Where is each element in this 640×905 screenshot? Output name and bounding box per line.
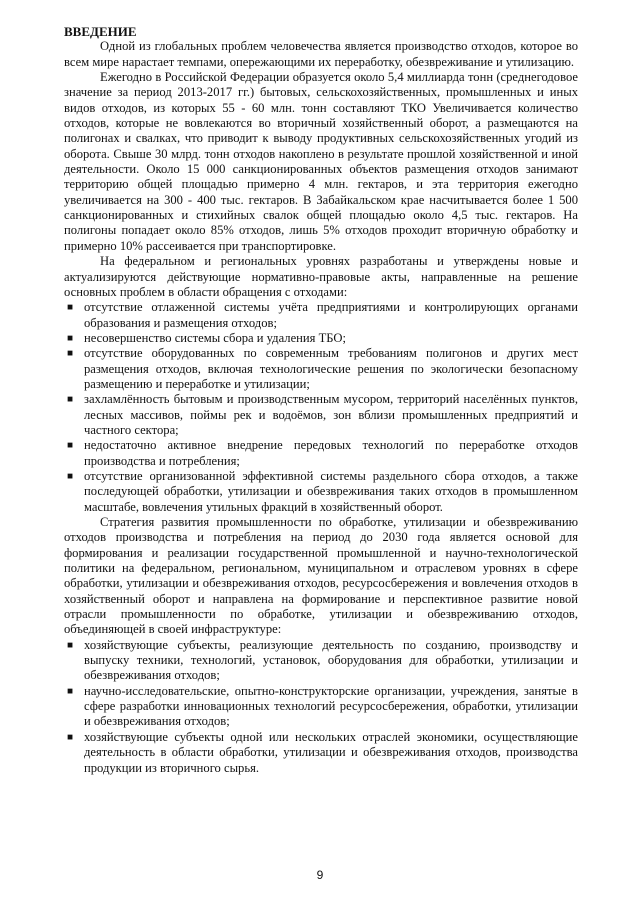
list-item xyxy=(64,438,578,469)
list-item-text: недостаточно активное внедрение передовых технологий по переработке отходов производства и потребления; xyxy=(84,438,578,468)
paragraph-intro: Одной из глобальных проблем человечества является производство отходов, которое во всем мире нарастает темпами, опережающими их переработку, обезвреживание и утилизацию. xyxy=(64,39,578,69)
bullet-icon: ■ xyxy=(67,639,74,651)
paragraph-statistics: Ежегодно в Российской Федерации образуется около 5,4 миллиарда тонн (среднегодовое значение за период 2013-2017 гг.) бытовых, сельскохозяйственных, промышленных и иных видов отходов, из которых 55 - 60 млн. тонн составляют ТКО Увеличивается количество отходов, которые не вовлекаются во вторичный хозяйственный оборот, а размещаются на полигонах и свалках, что приводит к выводу продуктивных сельскохозяйственных угодий из оборота. Свыше 30 млрд. тонн отходов накоплено в результате прошлой хозяйственной и иной деятельности. Около 15 000 санкционированных объектов размещения отходов занимают территорию общей площадью примерно 4 млн. гектаров, и эта территория ежегодно увеличивается на 300 - 400 тыс. гектаров. В Забайкальском крае насчитывается более 1 500 санкционированных и стихийных свалок общей площадью около 4,5 тыс. гектаров. На полигоны попадает около 85% отходов, лишь 5% отходов проходит вторичную обработку и примерно 10% рассеивается при транспортировке. xyxy=(64,70,578,253)
list-item xyxy=(64,392,578,438)
bullet-icon: ■ xyxy=(67,348,74,360)
list-item-text: научно-исследовательские, опытно-конструкторские организации, учреждения, занятые в сфере разработки инновационных технологий ресурсосбережения, обработки, утилизации и обезвреживания отходов; xyxy=(84,683,578,729)
bullet-icon: ■ xyxy=(67,394,74,406)
list-item-text: отсутствие организованной эффективной системы раздельного сбора отходов, а также последующей обработки, утилизации и обезвреживания таких отходов в промышленном масштабе, вовлечения утильных фракций в хозяйственный оборот. xyxy=(84,468,578,514)
page-number: 9 xyxy=(316,868,324,882)
infrastructure-list xyxy=(64,638,578,776)
list-item xyxy=(64,469,578,515)
list-item-text: несовершенство системы сбора и удаления ТБО; xyxy=(84,330,347,345)
bullet-icon: ■ xyxy=(67,440,74,452)
paragraph-strategy: Стратегия развития промышленности по обработке, утилизации и обезвреживанию отходов производства и потребления на период до 2030 года является основой для формирования и реализации государственной промышленной и научно-технологической политики на федеральном, региональном, муниципальном и отраслевом уровнях в сфере обработки, утилизации и обезвреживания отходов, ресурсосбережения и вовлечения отходов в хозяйственный оборот и направлена на формирование и перспективное развитие новой отрасли промышленности по обработке, утилизации и обезвреживанию отходов, объединяющей в своей инфраструктуре: xyxy=(64,515,578,637)
bullet-icon: ■ xyxy=(67,731,74,743)
list-item xyxy=(64,331,578,346)
list-item-text: захламлённость бытовым и производственным мусором, территорий населённых пунктов, лесных массивов, поймы рек и водоёмов, зон вблизи промышленных предприятий и частного сектора; xyxy=(84,392,578,437)
list-item-text: хозяйствующие субъекты, реализующие деятельность по созданию, производству и выпуску техники, технологий, установок, оборудования для обработки, утилизации и обезвреживания отходов; xyxy=(84,637,578,683)
list-item xyxy=(64,346,578,392)
list-item xyxy=(64,730,578,776)
bullet-icon: ■ xyxy=(67,302,74,314)
list-item xyxy=(64,638,578,684)
bullet-icon: ■ xyxy=(67,685,74,697)
paragraph-legislation: На федеральном и региональных уровнях разработаны и утверждены новые и актуализируются действующие нормативно-правовые акты, направленные на решение основных проблем в области обращения с отходами: xyxy=(64,254,578,299)
list-item-text: отсутствие отлаженной системы учёта предприятиями и контролирующих органами образования и размещения отходов; xyxy=(84,300,578,330)
section-heading: ВВЕДЕНИЕ xyxy=(64,24,137,39)
list-item-text: отсутствие оборудованных по современным требованиям полигонов и других мест размещения отходов, включая технологические решения по экологически безопасному размещению и переработке и утилизации; xyxy=(84,346,578,391)
bullet-icon: ■ xyxy=(67,470,74,482)
list-item xyxy=(64,684,578,730)
problems-list xyxy=(64,300,578,515)
page-content xyxy=(64,24,578,776)
list-item xyxy=(64,300,578,331)
bullet-icon: ■ xyxy=(67,332,74,344)
list-item-text: хозяйствующие субъекты одной или нескольких отраслей экономики, осуществляющие деятельность в области обработки, утилизации и обезвреживания отходов, производства продукции из вторичного сырья. xyxy=(84,729,578,775)
